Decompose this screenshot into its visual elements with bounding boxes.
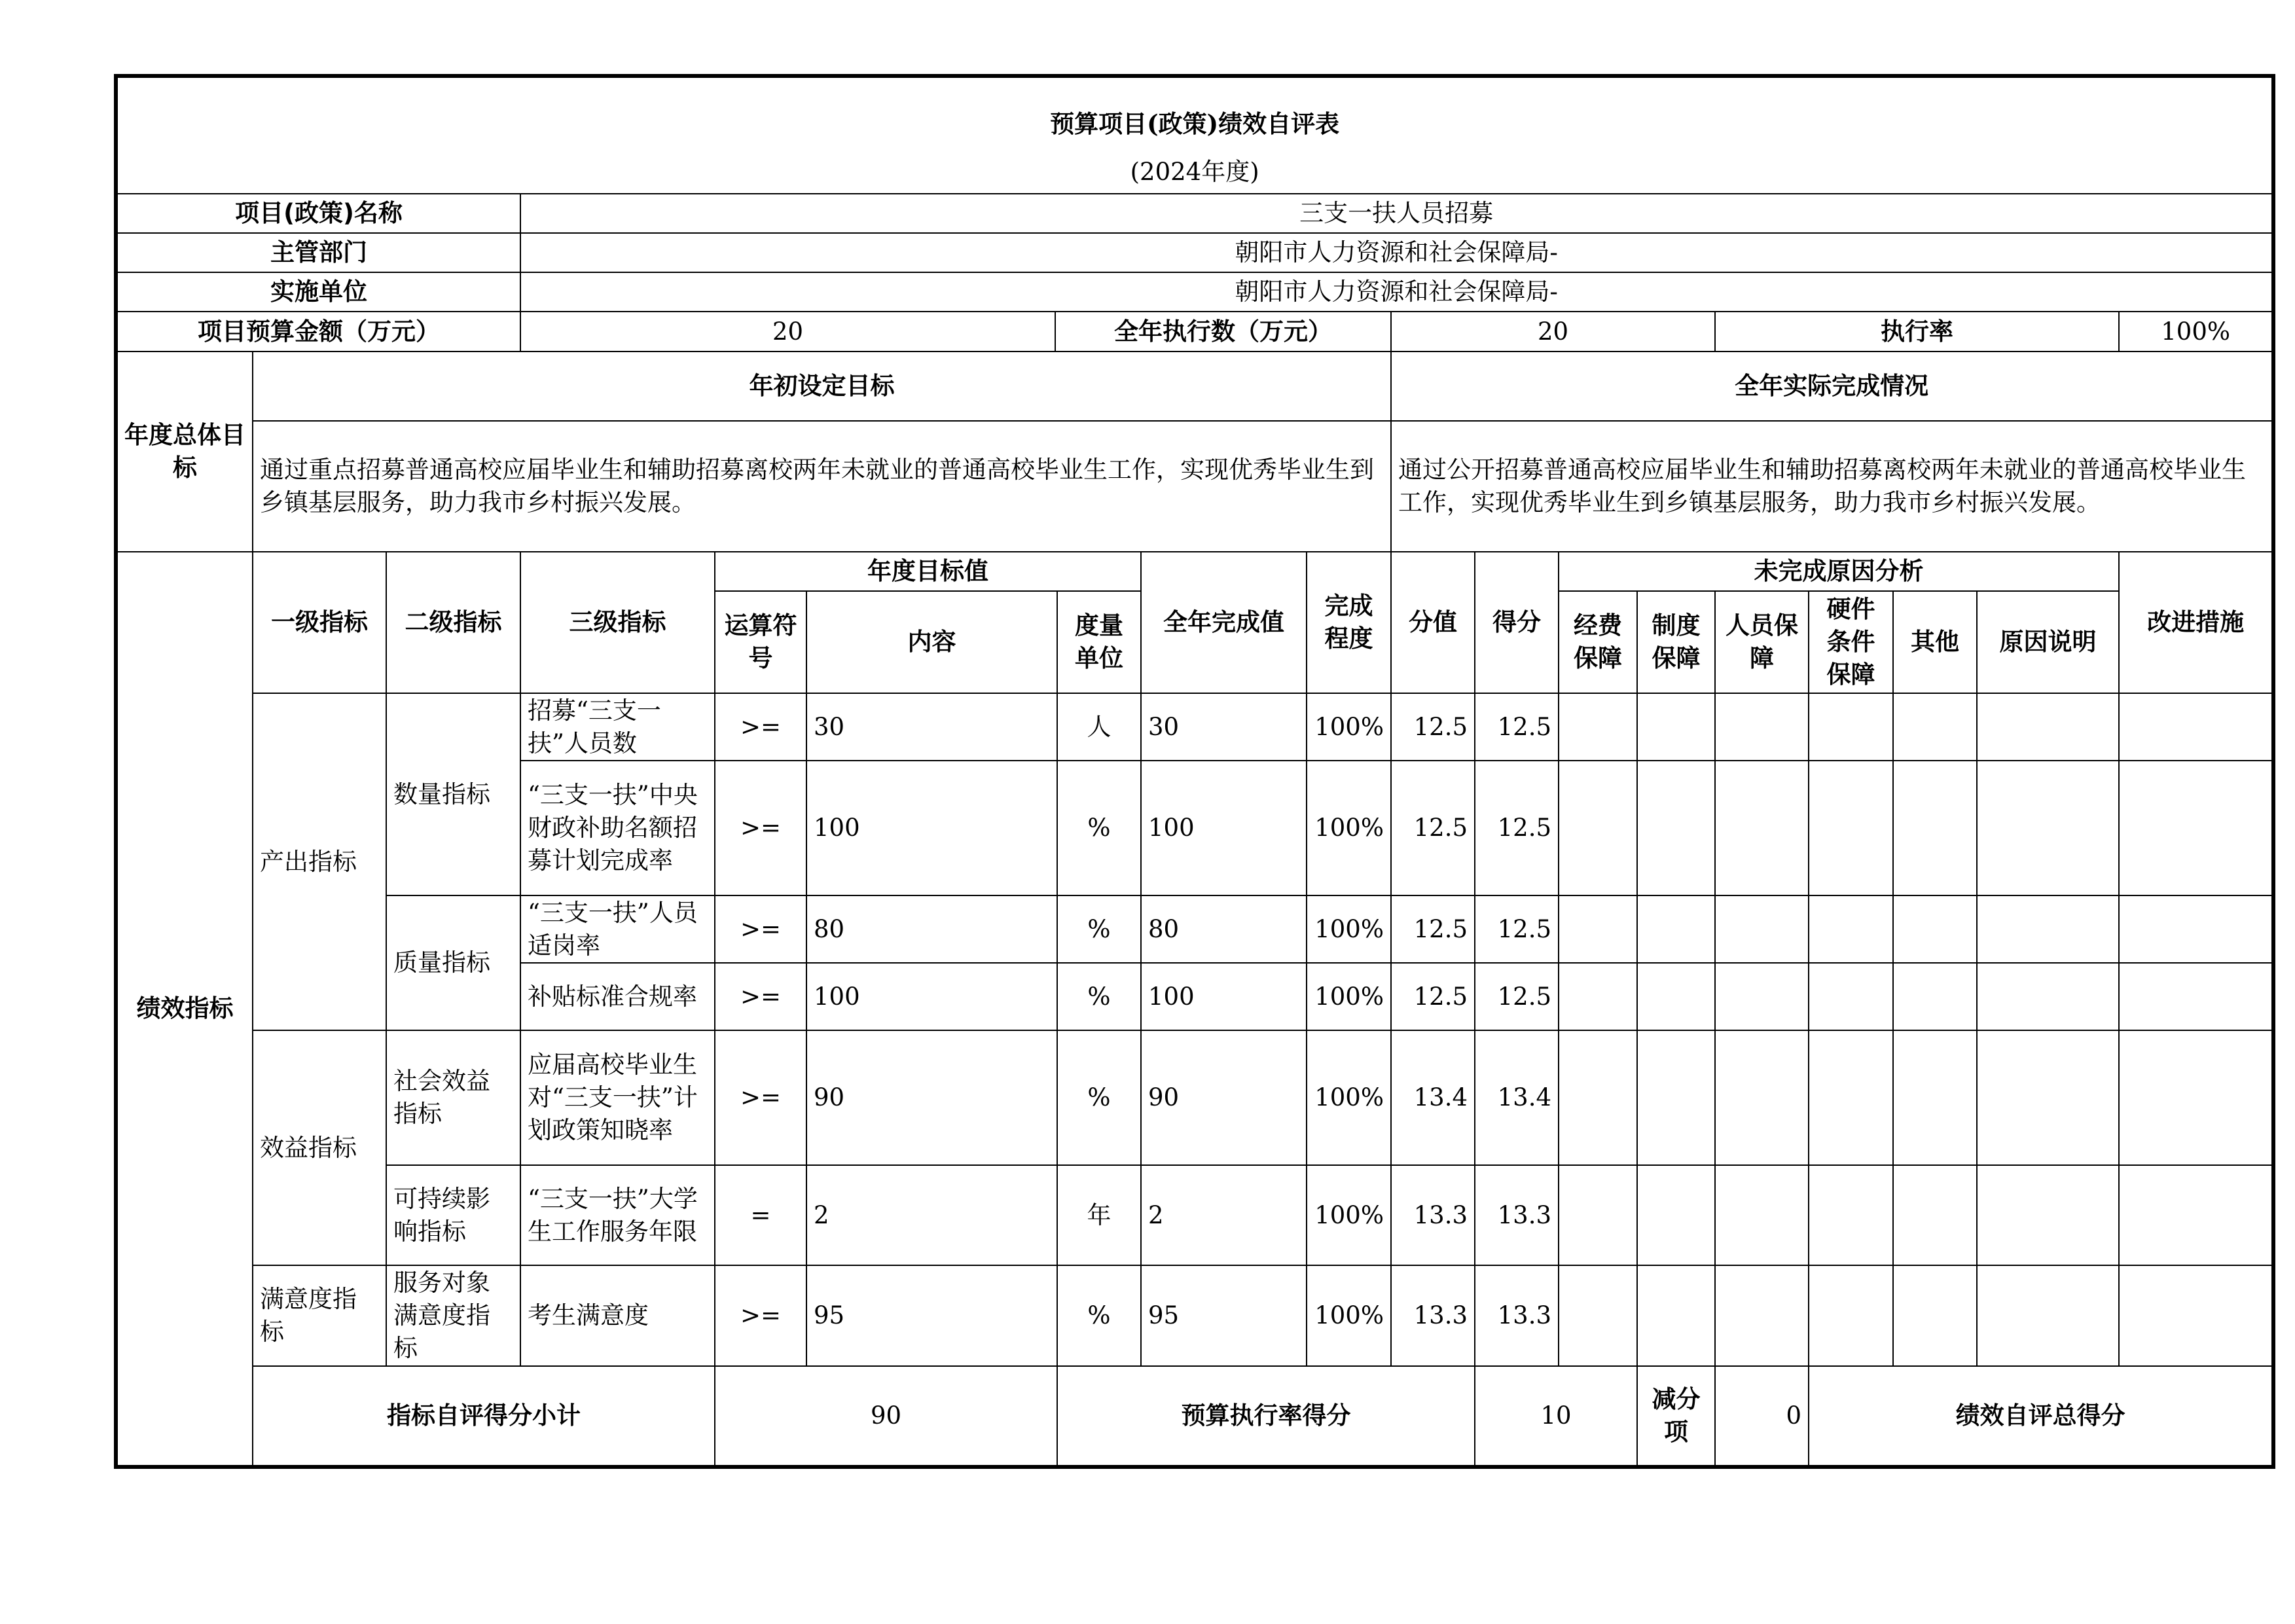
indicator-score: 13.3 xyxy=(1475,1265,1559,1366)
empty-cell xyxy=(1893,1265,1977,1366)
unit-header: 度量单位 xyxy=(1057,591,1141,693)
indicator-value: 13.3 xyxy=(1391,1165,1475,1265)
indicator-name: “三支一扶”人员适岗率 xyxy=(520,895,715,963)
empty-cell xyxy=(1715,963,1809,1030)
implementer-label: 实施单位 xyxy=(117,272,520,312)
empty-cell xyxy=(1715,1165,1809,1265)
indicator-score: 12.5 xyxy=(1475,963,1559,1030)
empty-cell xyxy=(1559,693,1637,761)
operator-header: 运算符号 xyxy=(715,591,806,693)
empty-cell xyxy=(1559,1165,1637,1265)
indicator-actual: 95 xyxy=(1141,1265,1307,1366)
empty-cell xyxy=(1715,1030,1809,1165)
execution-rate-label: 执行率 xyxy=(1715,312,2119,352)
table-row xyxy=(117,1165,2272,1265)
indicator-name: 考生满意度 xyxy=(520,1265,715,1366)
indicator-content: 2 xyxy=(806,1165,1057,1265)
empty-cell xyxy=(1809,1030,1893,1165)
page-subtitle: (2024年度) xyxy=(117,154,2272,194)
empty-cell xyxy=(1559,1265,1637,1366)
implementer-value: 朝阳市人力资源和社会保障局- xyxy=(520,272,2272,312)
budget-value: 20 xyxy=(520,312,1055,352)
indicator-score: 12.5 xyxy=(1475,693,1559,761)
indicator-operator: = xyxy=(715,1165,806,1265)
indicator-value: 12.5 xyxy=(1391,693,1475,761)
improvement-header: 改进措施 xyxy=(2119,552,2272,693)
indicator-content: 90 xyxy=(806,1030,1057,1165)
empty-cell xyxy=(1637,1165,1715,1265)
reason-funds-header: 经费保障 xyxy=(1559,591,1637,693)
indicator-name: 招募“三支一扶”人员数 xyxy=(520,693,715,761)
indicator-score: 13.4 xyxy=(1475,1030,1559,1165)
indicator-operator: >= xyxy=(715,693,806,761)
level2-service: 服务对象满意度指标 xyxy=(386,1265,520,1366)
indicator-operator: >= xyxy=(715,895,806,963)
empty-cell xyxy=(1637,895,1715,963)
empty-cell xyxy=(1977,895,2119,963)
indicator-operator: >= xyxy=(715,963,806,1030)
indicator-content: 80 xyxy=(806,895,1057,963)
empty-cell xyxy=(1977,1030,2119,1165)
indicator-operator: >= xyxy=(715,1265,806,1366)
deduction-value: 0 xyxy=(1715,1366,1809,1466)
completion-header: 完成程度 xyxy=(1307,552,1391,693)
execution-label: 全年执行数（万元） xyxy=(1055,312,1391,352)
indicator-content: 100 xyxy=(806,761,1057,895)
indicator-actual: 30 xyxy=(1141,693,1307,761)
reason-system-header: 制度保障 xyxy=(1637,591,1715,693)
table-row xyxy=(117,895,2272,963)
reason-hardware-header: 硬件条件保障 xyxy=(1809,591,1893,693)
indicator-content: 30 xyxy=(806,693,1057,761)
level2-header: 二级指标 xyxy=(386,552,520,693)
indicator-value: 12.5 xyxy=(1391,895,1475,963)
indicator-unit: 年 xyxy=(1057,1165,1141,1265)
empty-cell xyxy=(1809,895,1893,963)
actual-result-header: 全年实际完成情况 xyxy=(1391,352,2272,421)
empty-cell xyxy=(1809,1265,1893,1366)
indicator-actual: 100 xyxy=(1141,761,1307,895)
project-name-value: 三支一扶人员招募 xyxy=(520,194,2272,233)
empty-cell xyxy=(1715,1265,1809,1366)
empty-cell xyxy=(1977,1265,2119,1366)
empty-cell xyxy=(1637,1030,1715,1165)
indicator-name: “三支一扶”大学生工作服务年限 xyxy=(520,1165,715,1265)
department-label: 主管部门 xyxy=(117,233,520,272)
table-row xyxy=(117,693,2272,761)
department-value: 朝阳市人力资源和社会保障局- xyxy=(520,233,2272,272)
performance-indicators-label: 绩效指标 xyxy=(117,552,253,1466)
subtotal-value: 90 xyxy=(715,1366,1057,1466)
execution-value: 20 xyxy=(1391,312,1715,352)
level2-social: 社会效益指标 xyxy=(386,1030,520,1165)
indicator-name: “三支一扶”中央财政补助名额招募计划完成率 xyxy=(520,761,715,895)
empty-cell xyxy=(2119,1030,2272,1165)
indicator-actual: 80 xyxy=(1141,895,1307,963)
level1-benefit: 效益指标 xyxy=(253,1030,386,1265)
empty-cell xyxy=(1893,693,1977,761)
empty-cell xyxy=(1637,693,1715,761)
indicator-completion: 100% xyxy=(1307,963,1391,1030)
indicator-score: 12.5 xyxy=(1475,761,1559,895)
indicator-score: 12.5 xyxy=(1475,895,1559,963)
empty-cell xyxy=(1893,1030,1977,1165)
indicator-name: 补贴标准合规率 xyxy=(520,963,715,1030)
empty-cell xyxy=(2119,761,2272,895)
reason-analysis-header: 未完成原因分析 xyxy=(1559,552,2119,591)
indicator-actual: 2 xyxy=(1141,1165,1307,1265)
empty-cell xyxy=(1809,963,1893,1030)
annual-target-header: 年度目标值 xyxy=(715,552,1141,591)
empty-cell xyxy=(1559,963,1637,1030)
indicator-value: 12.5 xyxy=(1391,963,1475,1030)
empty-cell xyxy=(1715,693,1809,761)
indicator-value: 12.5 xyxy=(1391,761,1475,895)
actual-value-header: 全年完成值 xyxy=(1141,552,1307,693)
budget-score-label: 预算执行率得分 xyxy=(1057,1366,1475,1466)
indicator-value: 13.3 xyxy=(1391,1265,1475,1366)
empty-cell xyxy=(1893,963,1977,1030)
empty-cell xyxy=(2119,1165,2272,1265)
empty-cell xyxy=(1977,693,2119,761)
table-row xyxy=(117,1265,2272,1366)
indicator-completion: 100% xyxy=(1307,895,1391,963)
empty-cell xyxy=(1893,1165,1977,1265)
empty-cell xyxy=(1715,761,1809,895)
empty-cell xyxy=(1559,895,1637,963)
evaluation-table xyxy=(117,77,2273,1466)
empty-cell xyxy=(1637,963,1715,1030)
empty-cell xyxy=(1559,761,1637,895)
level2-quality: 质量指标 xyxy=(386,895,520,1030)
indicator-operator: >= xyxy=(715,761,806,895)
score-header: 得分 xyxy=(1475,552,1559,693)
empty-cell xyxy=(2119,895,2272,963)
level1-header: 一级指标 xyxy=(253,552,386,693)
reason-desc-header: 原因说明 xyxy=(1977,591,2119,693)
empty-cell xyxy=(1637,761,1715,895)
indicator-content: 100 xyxy=(806,963,1057,1030)
level1-output: 产出指标 xyxy=(253,693,386,1030)
indicator-score: 13.3 xyxy=(1475,1165,1559,1265)
empty-cell xyxy=(1977,963,2119,1030)
score-value-header: 分值 xyxy=(1391,552,1475,693)
empty-cell xyxy=(2119,1265,2272,1366)
empty-cell xyxy=(1559,1030,1637,1165)
indicator-operator: >= xyxy=(715,1030,806,1165)
indicator-unit: % xyxy=(1057,963,1141,1030)
actual-result-text: 通过公开招募普通高校应届毕业生和辅助招募离校两年未就业的普通高校毕业生工作，实现优秀毕业生到乡镇基层服务，助力我市乡村振兴发展。 xyxy=(1391,421,2272,552)
indicator-completion: 100% xyxy=(1307,1030,1391,1165)
subtotal-label: 指标自评得分小计 xyxy=(253,1366,715,1466)
indicator-unit: % xyxy=(1057,1030,1141,1165)
indicator-unit: % xyxy=(1057,761,1141,895)
self-evaluation-sheet xyxy=(117,77,2246,1446)
indicator-completion: 100% xyxy=(1307,1165,1391,1265)
empty-cell xyxy=(1809,1165,1893,1265)
empty-cell xyxy=(1977,761,2119,895)
project-name-label: 项目(政策)名称 xyxy=(117,194,520,233)
level2-quantity: 数量指标 xyxy=(386,693,520,895)
reason-other-header: 其他 xyxy=(1893,591,1977,693)
execution-rate-value: 100% xyxy=(2119,312,2272,352)
annual-goal-label: 年度总体目标 xyxy=(117,352,253,552)
page-title: 预算项目(政策)绩效自评表 xyxy=(117,77,2272,154)
empty-cell xyxy=(1809,761,1893,895)
level3-header: 三级指标 xyxy=(520,552,715,693)
empty-cell xyxy=(1893,895,1977,963)
indicator-completion: 100% xyxy=(1307,693,1391,761)
indicator-actual: 90 xyxy=(1141,1030,1307,1165)
indicator-unit: 人 xyxy=(1057,693,1141,761)
empty-cell xyxy=(1637,1265,1715,1366)
empty-cell xyxy=(2119,963,2272,1030)
empty-cell xyxy=(1809,693,1893,761)
indicator-actual: 100 xyxy=(1141,963,1307,1030)
indicator-name: 应届高校毕业生对“三支一扶”计划政策知晓率 xyxy=(520,1030,715,1165)
table-row xyxy=(117,1030,2272,1165)
content-header: 内容 xyxy=(806,591,1057,693)
budget-score-value: 10 xyxy=(1475,1366,1637,1466)
indicator-unit: % xyxy=(1057,895,1141,963)
budget-label: 项目预算金额（万元） xyxy=(117,312,520,352)
empty-cell xyxy=(1715,895,1809,963)
indicator-unit: % xyxy=(1057,1265,1141,1366)
empty-cell xyxy=(2119,693,2272,761)
indicator-content: 95 xyxy=(806,1265,1057,1366)
empty-cell xyxy=(1977,1165,2119,1265)
indicator-value: 13.4 xyxy=(1391,1030,1475,1165)
indicator-completion: 100% xyxy=(1307,1265,1391,1366)
level1-satisfaction: 满意度指标 xyxy=(253,1265,386,1366)
total-score-label: 绩效自评总得分 xyxy=(1809,1366,2272,1466)
indicator-completion: 100% xyxy=(1307,761,1391,895)
deduction-label: 减分项 xyxy=(1637,1366,1715,1466)
set-goal-text: 通过重点招募普通高校应届毕业生和辅助招募离校两年未就业的普通高校毕业生工作，实现优秀毕业生到乡镇基层服务，助力我市乡村振兴发展。 xyxy=(253,421,1391,552)
level2-sustain: 可持续影响指标 xyxy=(386,1165,520,1265)
set-goal-header: 年初设定目标 xyxy=(253,352,1391,421)
reason-staff-header: 人员保障 xyxy=(1715,591,1809,693)
empty-cell xyxy=(1893,761,1977,895)
